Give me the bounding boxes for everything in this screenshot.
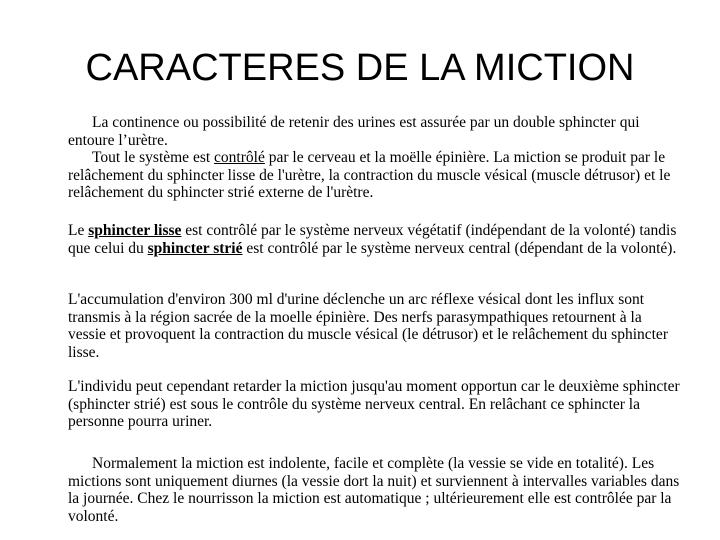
paragraph-voluntary-control: L'individu peut cependant retarder la miction jusqu'au moment opportun car le deuxième sphincter (sphincter strié) est sous le contrôle du système nerveux central. En relâchant ce sphincter la personne pourra uriner.: [68, 378, 680, 430]
paragraph-sphincters: [68, 222, 682, 257]
paragraph-normal-miction-text: Normalement la miction est indolente, facile et complète (la vessie se vide en totalité). Les mictions sont uniquement diurnes (la vessie dort la nuit) et surviennent à intervalles variables dans la journée. Chez le nourrisson la miction est automatique ; ultérieurement elle est contrôlée par la volonté.: [68, 455, 680, 525]
paragraph-sphincters-text-3: est contrôlé par le système nerveux central (dépendant de la volonté).: [242, 239, 677, 257]
term-sphincter-strie: sphincter strié: [147, 239, 243, 257]
paragraph-continence: [68, 114, 682, 202]
paragraph-reflex-arc: L'accumulation d'environ 300 ml d'urine déclenche un arc réflexe vésical dont les influx sont transmis à la région sacrée de la moelle épinière. Des nerfs parasympathiques retournent à la vessie et provoquent la contraction du muscle vésical (le détrusor) et le relâchement du sphincter lisse.: [68, 291, 668, 361]
paragraph-continence-sentence-1: La continence ou possibilité de retenir des urines est assurée par un double sphincter qui entoure l’urètre.: [68, 114, 640, 149]
paragraph-continence-sentence-2-start: Tout le système est: [92, 149, 215, 166]
paragraph-sphincters-text-2: est contrôlé par le système nerveux végétatif (indépendant de la volonté) tandis que celui du: [68, 222, 677, 257]
underlined-word-controle: contrôlé: [214, 149, 265, 166]
page-title: CARACTERES DE LA MICTION: [85, 47, 635, 89]
term-sphincter-lisse: sphincter lisse: [88, 222, 182, 239]
paragraph-continence-sentence-2-rest: par le cerveau et la moëlle épinière. La miction se produit par le relâchement du sphincter lisse de l'urètre, la contraction du muscle vésical (muscle détrusor) et le relâchement du sphincter strié externe de l'urètre.: [68, 149, 671, 201]
paragraph-normal-miction: [68, 455, 682, 525]
paragraph-sphincters-text-1: Le: [68, 222, 89, 239]
